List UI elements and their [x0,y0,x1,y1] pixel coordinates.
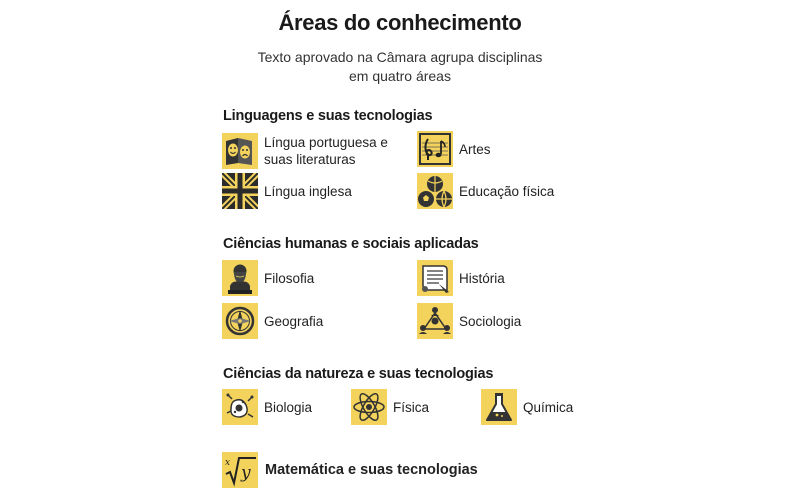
svg-text:x: x [225,458,231,468]
subject-label: Sociologia [459,313,522,329]
subject-geografia [222,303,323,339]
subject-lingua-portuguesa [222,133,399,169]
subject-label: História [459,270,505,286]
subject-label: Biologia [264,399,313,415]
people-network-icon [417,303,453,339]
union-jack-flag-icon [222,173,258,209]
section-title-ciencias-humanas: Ciências humanas e sociais aplicadas [223,236,479,252]
scroll-document-icon [417,260,453,296]
subject-lingua-inglesa [222,173,352,209]
subject-biologia [222,389,312,425]
section-title-ciencias-natureza: Ciências da natureza e suas tecnologias [223,366,494,382]
svg-text:y: y [241,463,251,483]
subject-label: Matemática e suas tecnologias [265,461,478,478]
microbe-cell-icon [222,389,258,425]
page-subtitle: Texto aprovado na Câmara agrupa disciplinas em quatro áreas [257,49,543,84]
subject-label: Filosofia [264,270,315,286]
page-title: Áreas do conhecimento [278,10,522,35]
music-note-icon [417,131,453,167]
subject-fisica [351,389,429,425]
subject-historia [417,260,505,296]
subject-label: Geografia [264,313,324,329]
subject-matematica [222,452,478,488]
subject-sociologia [417,303,521,339]
compass-icon [222,303,258,339]
subject-label: Artes [459,141,491,157]
subject-label: Educação física [459,183,555,199]
flask-icon [481,389,517,425]
subject-label: Física [393,399,430,415]
subject-label: Língua inglesa [264,183,352,199]
root-formula-icon [222,452,258,488]
subject-filosofia [222,260,314,296]
theater-masks-book-icon [222,133,258,169]
atom-icon [351,389,387,425]
subject-quimica [481,389,573,425]
subject-educacao-fisica [417,173,554,209]
sports-balls-icon [417,173,453,209]
section-title-linguagens: Linguagens e suas tecnologias [223,108,433,124]
subject-artes [417,131,491,167]
subject-label: Língua portuguesa e suas literaturas [264,135,388,167]
subject-label: Química [523,399,574,415]
philosopher-bust-icon [222,260,258,296]
